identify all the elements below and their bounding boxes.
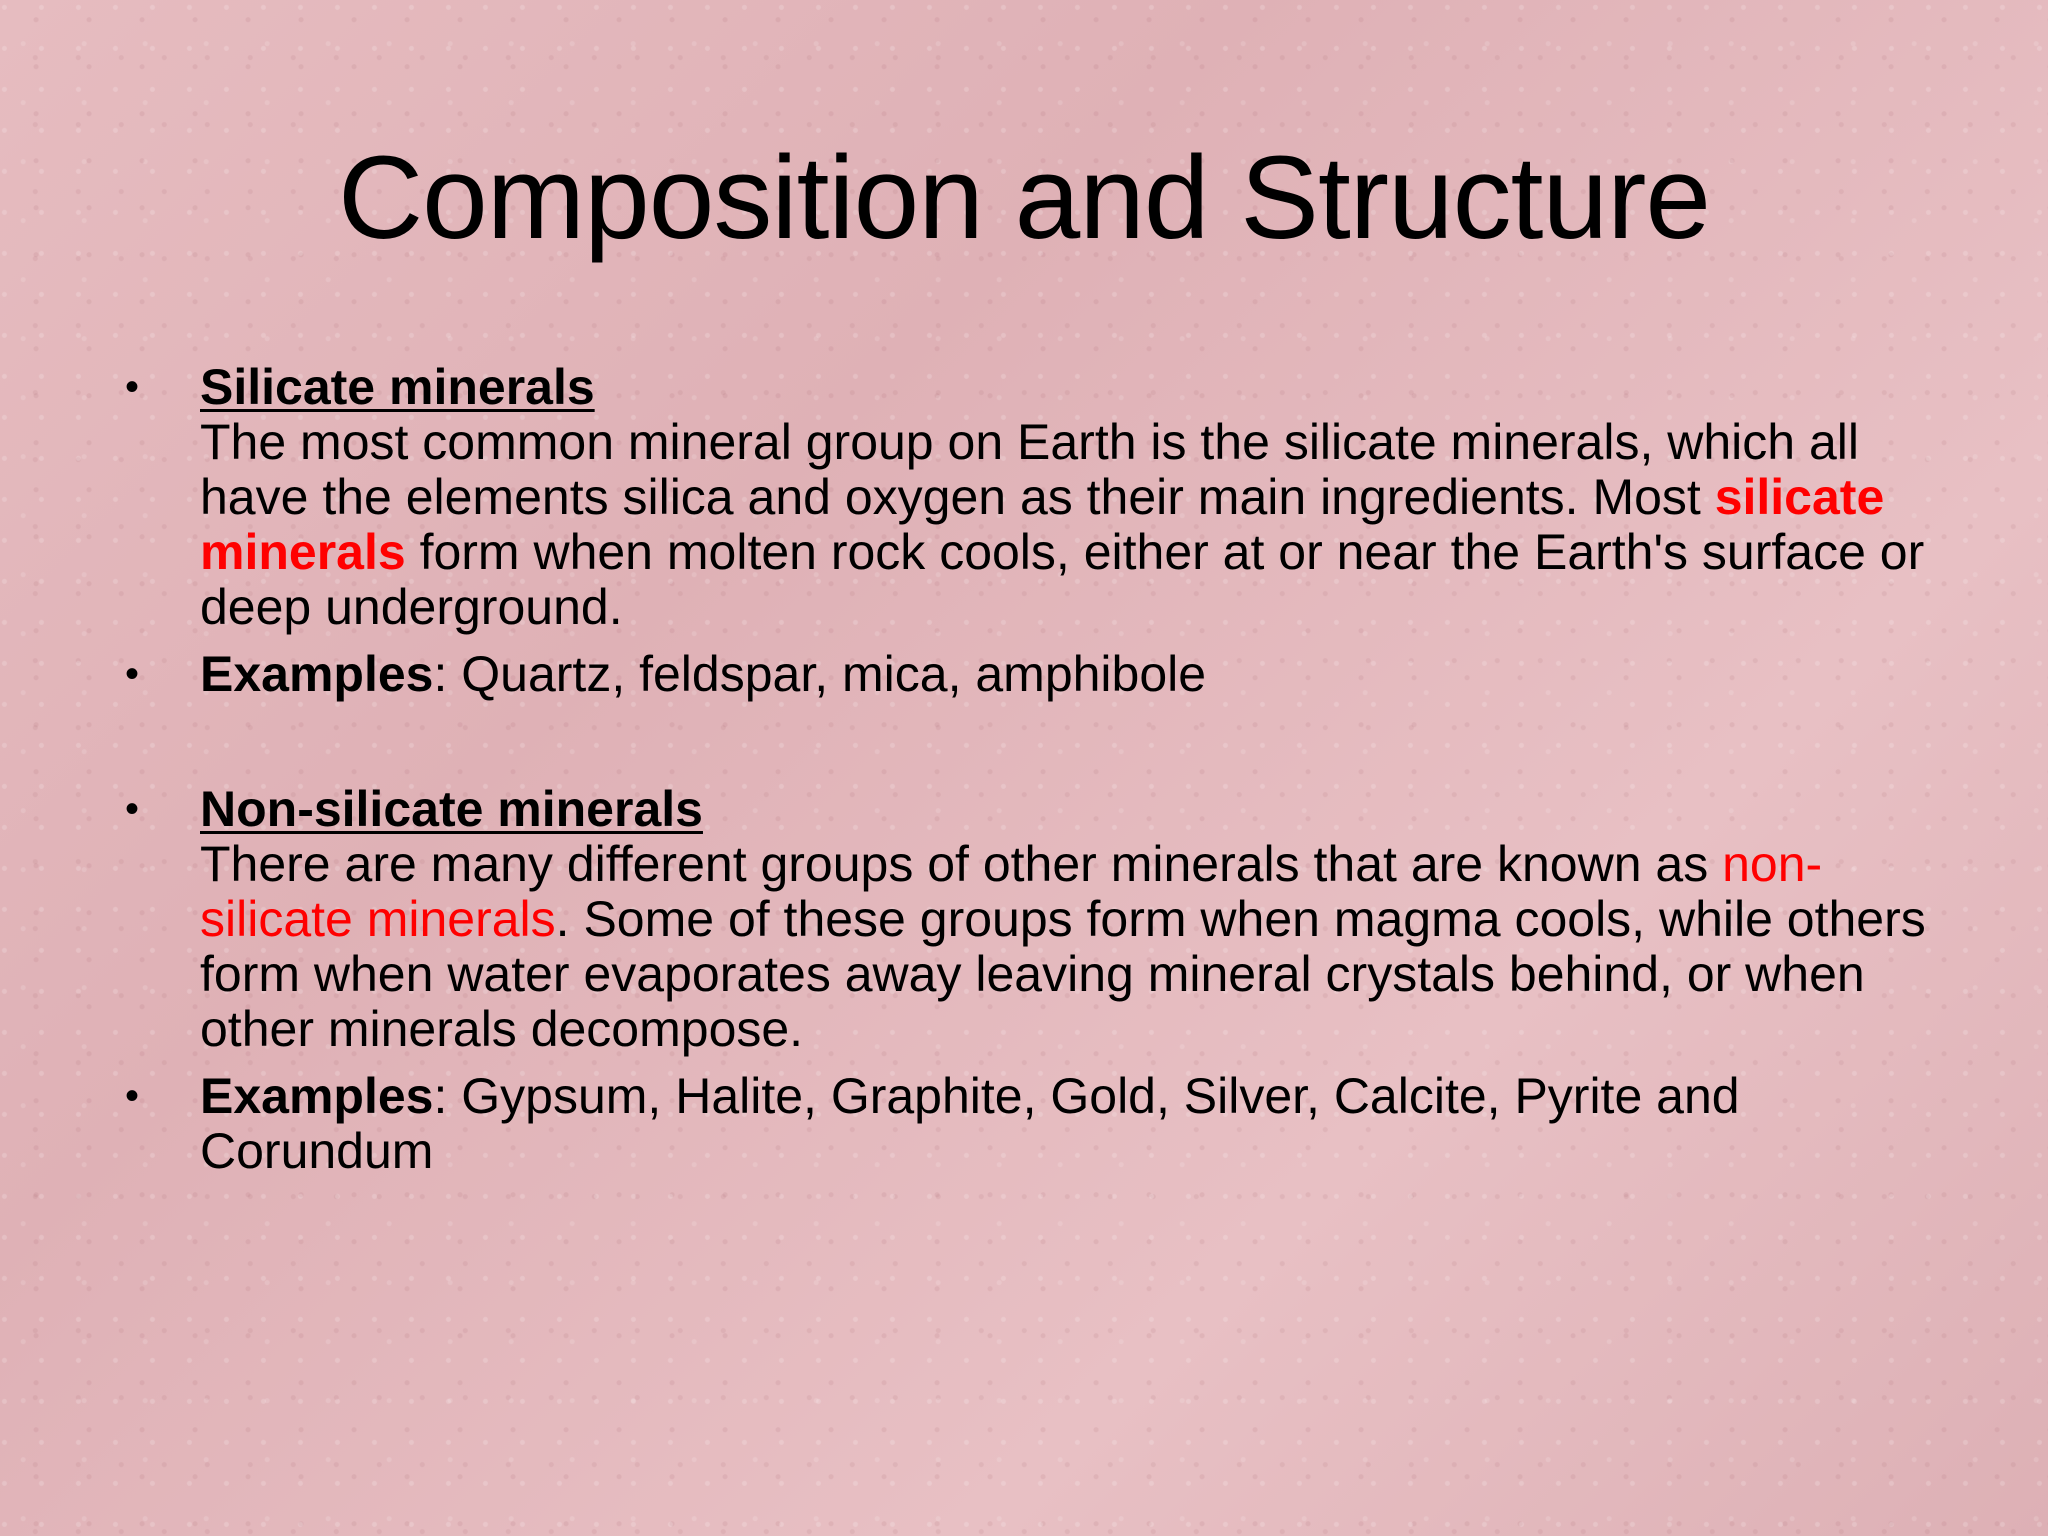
bullet-dot: • — [125, 787, 140, 831]
slide-title: Composition and Structure — [337, 132, 1711, 264]
bullet-nonsilicate-minerals — [125, 782, 1945, 1057]
bullet-dot: • — [125, 652, 140, 696]
silicate-examples-label: Examples — [200, 646, 434, 702]
bullet-dot: • — [125, 1074, 140, 1118]
bullet-silicate-examples — [125, 647, 1945, 702]
nonsilicate-text-1: There are many different groups of other minerals that are known as — [200, 836, 1723, 892]
silicate-highlight: silicate minerals — [200, 469, 1885, 580]
slide-content — [125, 360, 1945, 1179]
nonsilicate-heading: Non-silicate minerals — [200, 781, 703, 837]
bullet-silicate-minerals — [125, 360, 1945, 635]
silicate-text-1: The most common mineral group on Earth is the silicate minerals, which all have the elements silica and oxygen as their main ingredients. Most — [200, 414, 1860, 525]
nonsilicate-examples-text: : Gypsum, Halite, Graphite, Gold, Silver, Calcite, Pyrite and Corundum — [200, 1068, 1740, 1179]
spacer — [125, 702, 1945, 782]
nonsilicate-text-2: . Some of these groups form when magma cools, while others form when water evaporates away leaving mineral crystals behind, or when other minerals decompose. — [200, 891, 1926, 1057]
bullet-nonsilicate-examples — [125, 1069, 1945, 1179]
silicate-heading: Silicate minerals — [200, 359, 595, 415]
nonsilicate-examples-label: Examples — [200, 1068, 434, 1124]
nonsilicate-highlight: non-silicate minerals — [200, 836, 1823, 947]
silicate-examples-text: : Quartz, feldspar, mica, amphibole — [433, 646, 1207, 702]
silicate-text-2: form when molten rock cools, either at or near the Earth's surface or deep underground. — [200, 524, 1925, 635]
bullet-dot: • — [125, 365, 140, 409]
